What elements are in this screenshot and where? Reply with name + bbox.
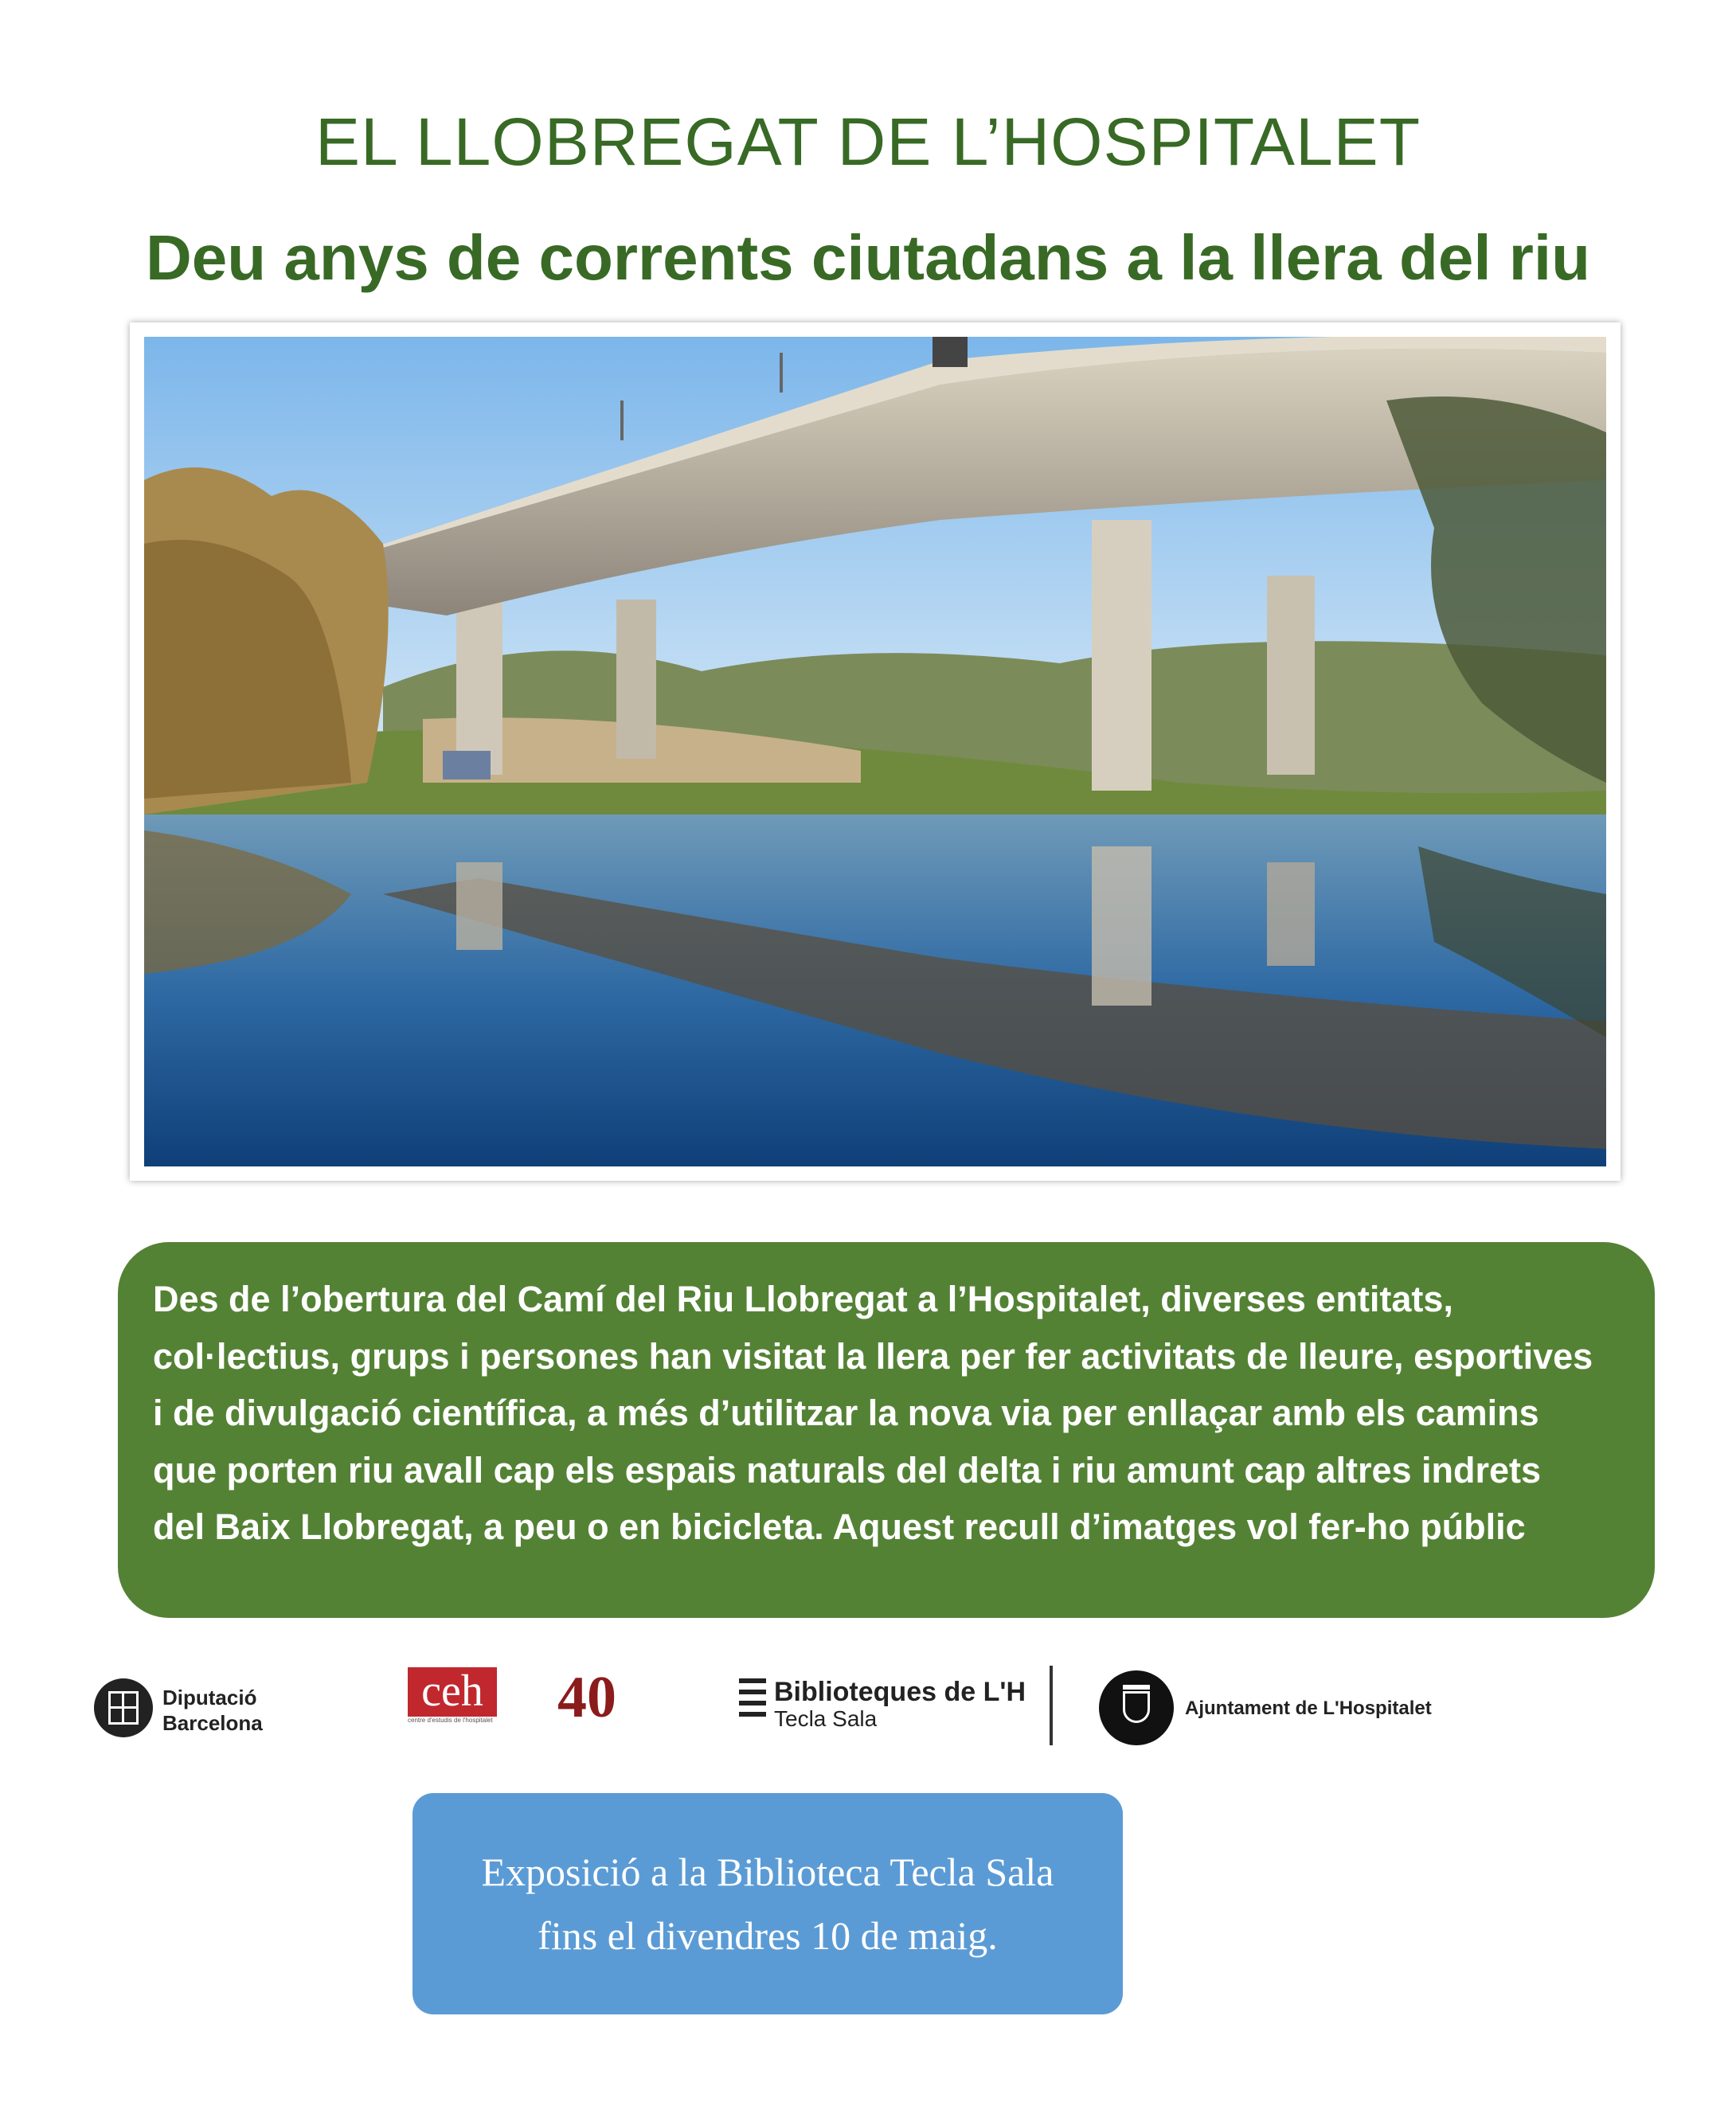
page-title: EL LLOBREGAT DE L’HOSPITALET	[315, 104, 1421, 179]
exhibition-line2: fins el divendres 10 de maig.	[538, 1913, 998, 1958]
anniversary-40-logo: 40	[557, 1665, 616, 1730]
diputacio-seal-icon	[94, 1678, 153, 1737]
ajuntament-logo-text: Ajuntament de L'Hospitalet	[1185, 1698, 1432, 1719]
river-bridge-photo-icon	[144, 337, 1606, 1166]
description-text: Des de l’obertura del Camí del Riu Llobregat a l’Hospitalet, diverses entitats, col·lectius, grups i persones han visitat la llera per fer activitats de lleure, esportives i de divulgació científica, a més d’utilitzar la nova via per enllaçar amb els camins que porten riu avall cap els espais naturals del delta i riu amunt cap altres indrets del Baix Llobregat, a peu o en bicicleta. Aquest recull d’imatges vol fer-ho públic	[153, 1279, 1593, 1547]
biblioteques-line1: Biblioteques de L'H	[774, 1677, 1026, 1707]
biblioteques-logo-text	[774, 1677, 1026, 1731]
biblioteques-line2: Tecla Sala	[774, 1706, 878, 1731]
description-box	[118, 1242, 1655, 1618]
diputacio-line2: Barcelona	[162, 1711, 263, 1735]
diputacio-line1: Diputació	[162, 1686, 257, 1709]
diputacio-logo-text	[162, 1685, 263, 1736]
river-bridge-photo	[130, 322, 1621, 1181]
exhibition-info-box	[412, 1793, 1123, 2014]
ceh-logo	[408, 1667, 503, 1731]
exhibition-line1: Exposició a la Biblioteca Tecla Sala	[481, 1850, 1054, 1894]
ajuntament-seal-icon	[1099, 1670, 1174, 1745]
ceh-logo-subtitle: centre d'estudis de l'hospitalet	[408, 1717, 493, 1724]
logo-divider	[1050, 1666, 1053, 1745]
ceh-logo-mark: ceh	[408, 1667, 497, 1717]
biblioteques-bars-icon	[739, 1678, 766, 1726]
page-subtitle: Deu anys de corrents ciutadans a la llera del riu	[145, 222, 1591, 293]
